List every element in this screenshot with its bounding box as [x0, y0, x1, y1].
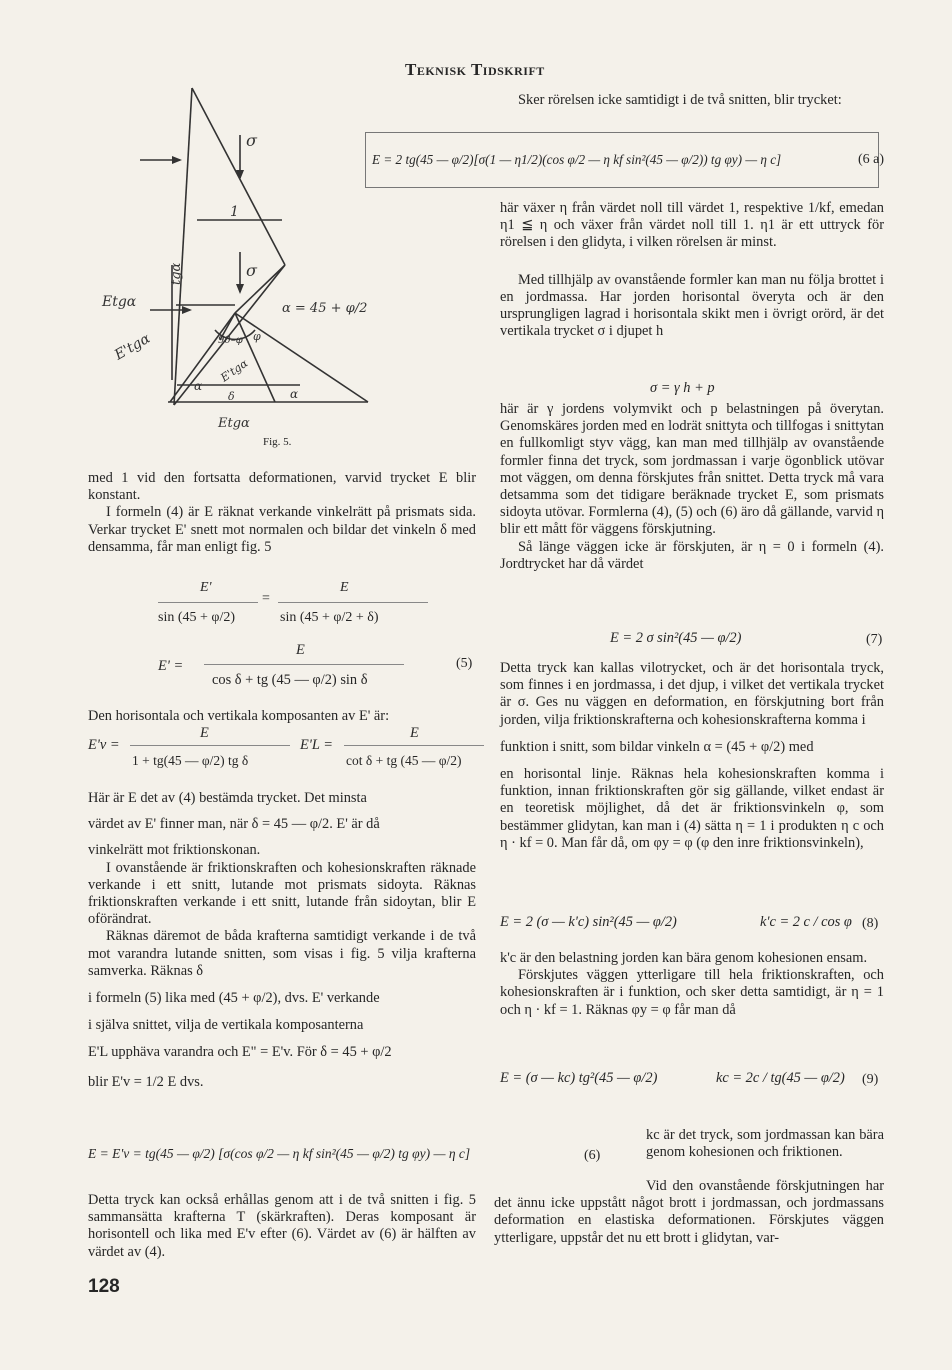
el-num: E [410, 725, 419, 741]
fig-left-edge [174, 88, 192, 405]
right-r4: här är γ jordens volymvikt och p belastningen på överytan. Genomskäres jorden med en lodrät snittyta och tillfogas i snittytan en fullkomligt styv vägg, kan man med tillhjälp av ovanstående formler finna det tryck, som jordmassan i varje ögonblick utövar mot väggen, om denna förskjutes från snittet. Detta tryck må vara detsamma som det tidigare beräknade trycket E, som prismats sidoyta utövar. Formlerna (4), (5) och (6) äro då gällande, varvid η blir ett mått för väggens förskjutning. [500, 401, 884, 538]
right-r12: Vid den ovanstående förskjutningen har det ännu icke uppstått något brott i jordmassan, och jordmassans deformation en elastiska deformationen. Förskjutes väggen ytterligare, uppstår det nu ett brott i glidytan, var- [494, 1178, 884, 1246]
fig-label-eprime-small: E'tgα [218, 356, 251, 385]
eq-ratio-bar2 [278, 602, 428, 603]
fig-label-one: 1 [230, 204, 239, 220]
right-text-block-5 [646, 1127, 884, 1161]
eq-8b: k'c = 2 c / cos φ [760, 914, 852, 930]
eq5-den: cos δ + tg (45 — φ/2) sin δ [212, 672, 368, 688]
eq-9a: E = (σ — kc) tg²(45 — φ/2) [500, 1070, 658, 1086]
right-text-block-6 [494, 1178, 884, 1247]
eq-ratio-den1: sin (45 + φ/2) [158, 610, 236, 625]
left-text-block-1 [88, 470, 476, 556]
left-text-block-2 [88, 790, 476, 1091]
ev-num: E [200, 725, 209, 741]
eq-ratio-equals: = [262, 591, 270, 606]
left-p2: I formeln (4) är E räknat verkande vinkelrätt på prismats sida. Verkar trycket E' snett mot normalen och bildar det vinkeln δ med densamma, får man enligt fig. 5 [88, 504, 476, 555]
right-r2: här växer η från värdet noll till värdet 1, respektive 1/kf, emedan η1 ≦ η och växer från värdet noll till 1. η1 är ett uttryck för rörelsen i den glidyta, i vilken rörelsen är minst. [500, 200, 884, 251]
eq-9b: kc = 2c / tg(45 — φ/2) [716, 1070, 845, 1086]
fig-lower-diagonal [235, 265, 285, 313]
right-r7-paren: (45 + φ/2) [726, 738, 786, 755]
eq-6: E = E'v = tg(45 — φ/2) [σ(cos φ/2 — η kf sin²(45 — φ/2) tg φy) — η c] [88, 1146, 471, 1161]
left-p6: Räknas däremot de båda krafterna samtidigt verkande i de två mot varandra lutande snitten, som visas i fig. 5 vilja krafterna samverka. Räknas δ [88, 928, 476, 979]
left-p7-line [88, 990, 476, 1007]
left-p10b: E dvs. [167, 1073, 204, 1090]
eq-ratio-num2: E [340, 580, 349, 595]
fig-label-sigma-mid: σ [246, 261, 257, 280]
eq-ratio-den2: sin (45 + φ/2 + δ) [280, 610, 379, 625]
right-text-block-1 [500, 200, 884, 340]
eq6a-number: (6 a) [858, 152, 885, 167]
right-r1-block [500, 92, 884, 109]
fig-arrowhead-left [172, 156, 182, 164]
eq-ratio-num1: E' [200, 580, 212, 595]
left-p9-line [88, 1044, 476, 1061]
left-p8: i själva snittet, vilja de vertikala komposanterna [88, 1017, 364, 1034]
left-p4-phi-half: φ/2 [309, 816, 330, 833]
left-p4c: . E' är då [329, 816, 380, 833]
left-p4-line [88, 816, 476, 833]
fig-label-eprime-tg: E'tgα [112, 330, 154, 364]
right-r9: k'c är den belastning jorden kan bära genom kohesionen ensam. [500, 950, 868, 966]
right-r7a: funktion i snitt, som bildar vinkeln α = [500, 738, 723, 755]
left-p9-phi-half: φ/2 [372, 1044, 392, 1061]
fig-top-diagonal [192, 88, 285, 265]
left-p5: I ovanstående är friktionskraften och kohesionskraften räknade verkande i ett snitt, lutande mot prismats sidoyta. Räknas friktionskraften verkande i ett snitt, lutande från sidoytan, blir E oförändrat. [88, 859, 476, 928]
eq-7: E = 2 σ sin²(45 — φ/2) [610, 630, 742, 646]
fig-label-tg-alpha: tgα [169, 262, 184, 285]
fig-label-alpha-right: α [290, 387, 299, 401]
right-text-block-4 [500, 950, 884, 1019]
left-p9: E'L upphäva varandra och E" = E'v. För δ = 45 + [88, 1044, 369, 1061]
fig-left-slope [170, 313, 235, 402]
figure-caption: Fig. 5. [263, 436, 292, 448]
eq-8a: E = 2 (σ — k'c) sin²(45 — φ/2) [500, 914, 677, 930]
left-p4d: vinkelrätt mot friktionskonan. [88, 842, 261, 859]
eq-ratio-bar1 [158, 602, 258, 603]
fig-label-ninety-phi: 90–φ [218, 335, 243, 346]
right-r7b: med [788, 738, 814, 755]
el-bar [344, 745, 484, 746]
fig-label-alpha-left: α [194, 379, 203, 393]
eq5-bar [204, 664, 404, 665]
page-number: 128 [88, 1276, 120, 1297]
left-p3-block [88, 708, 476, 725]
fig-arrowhead-mid [236, 284, 244, 294]
eq7-number: (7) [866, 632, 883, 647]
fig-label-alpha-eq: α = 45 + φ/2 [282, 301, 368, 316]
left-p7b: , dvs. E' verkande [277, 990, 380, 1007]
fig-label-sigma-top: σ [246, 131, 257, 150]
left-p1: med 1 vid den fortsatta deformationen, varvid trycket E blir konstant. [88, 470, 476, 504]
right-text-block-2 [500, 401, 884, 573]
left-p10-line [88, 1074, 476, 1091]
eq9-number: (9) [862, 1072, 879, 1087]
right-r3: Med tillhjälp av ovanstående formler kan man nu följa brottet i en jordmassa. Har jorden horisontal överyta och är den ursprungligen lagrad i horisontala skikt men i övrigt orörd, är det vertikala trycket σ i djupet h [500, 271, 884, 340]
left-p4b: värdet av E' finner man, när δ = 45 — [88, 816, 307, 833]
eq5-num: E [296, 642, 305, 658]
left-p4a: Här är E det av (4) bestämda trycket. Det minsta [88, 790, 367, 806]
ev-bar [130, 745, 290, 746]
fig-label-etg-alpha: Etgα [102, 294, 137, 310]
left-p10-half: 1/2 [145, 1073, 164, 1090]
fig-label-etg-bottom: Etgα [218, 416, 250, 431]
eq-sigma: σ = γ h + p [650, 380, 715, 396]
fig-label-phi: φ [253, 330, 261, 343]
ev-den: 1 + tg(45 — φ/2) tg δ [132, 753, 249, 768]
eq5-lhs: E' = [158, 658, 184, 674]
right-r10: Förskjutes väggen ytterligare till hela friktionskraften, och kohesionskraften är i funktion, och sker detta samtidigt, är η = 1 och η · kf = 1. Räknas φy = φ får man då [500, 967, 884, 1018]
figure-5 [100, 80, 390, 435]
left-p3: Den horisontala och vertikala komposanten av E' är: [88, 708, 390, 724]
el-den: cot δ + tg (45 — φ/2) [346, 753, 462, 768]
eq-6a: E = 2 tg(45 — φ/2)[σ(1 — η1/2)(cos φ/2 — η kf sin²(45 — φ/2)) tg φy) — η c] [372, 152, 782, 167]
journal-header: Teknisk Tidskrift [405, 60, 545, 79]
right-r6: Detta tryck kan kallas vilotrycket, och är det horisontala tryck, som finnes i en jordmassa, i det djup, i vilket det vertikala trycket är σ. Ges nu väggen en deformation, en förskjutning bort från jorden, vilja friktionskrafterna och kohesionskrafterna komma i [500, 660, 884, 728]
left-text-block-3 [88, 1192, 476, 1261]
right-r1: Sker rörelsen icke samtidigt i de två snitten, blir trycket: [518, 92, 842, 108]
ev-lhs: E'v = [88, 737, 120, 753]
right-text-block-3 [500, 660, 884, 852]
fig-label-delta: δ [228, 390, 235, 403]
right-r8: en horisontal linje. Räknas hela kohesionskraften komma i funktion, innan friktionskraften gör sig gällande, vilket endast är en teoretisk möjlighet, då det är friktionsvinkeln φ, som bestämmer glidytan, kan man i (4) sätta η = 1 i produkten η c och η · kf = 0. Man får då, om φy = φ (φ den inre friktionsvinkeln), [500, 766, 884, 851]
eq8-number: (8) [862, 916, 879, 931]
eq5-number: (5) [456, 656, 473, 671]
right-r5: Så länge väggen icke är förskjuten, är η = 0 i formeln (4). Jordtrycket har då värdet [500, 538, 884, 572]
right-r11: kc är det tryck, som jordmassan kan bära genom kohesionen och friktionen. [646, 1127, 884, 1161]
right-r7-line [500, 739, 884, 756]
left-p7-paren: (45 + φ/2) [218, 990, 278, 1007]
left-p7a: i formeln (5) lika med [88, 990, 216, 1007]
fig-arrowhead-etg [182, 306, 192, 314]
left-p10: blir E'v = [88, 1073, 142, 1090]
eq6-number: (6) [584, 1148, 601, 1163]
el-lhs: E'L = [300, 737, 333, 753]
left-p11: Detta tryck kan också erhållas genom att i de två snitten i fig. 5 sammansätta krafterna T (skärkraften). Deras komposant är horisontell och lika med E'v efter (6). Värdet av (6) är hälften av värdet av (4). [88, 1192, 476, 1260]
